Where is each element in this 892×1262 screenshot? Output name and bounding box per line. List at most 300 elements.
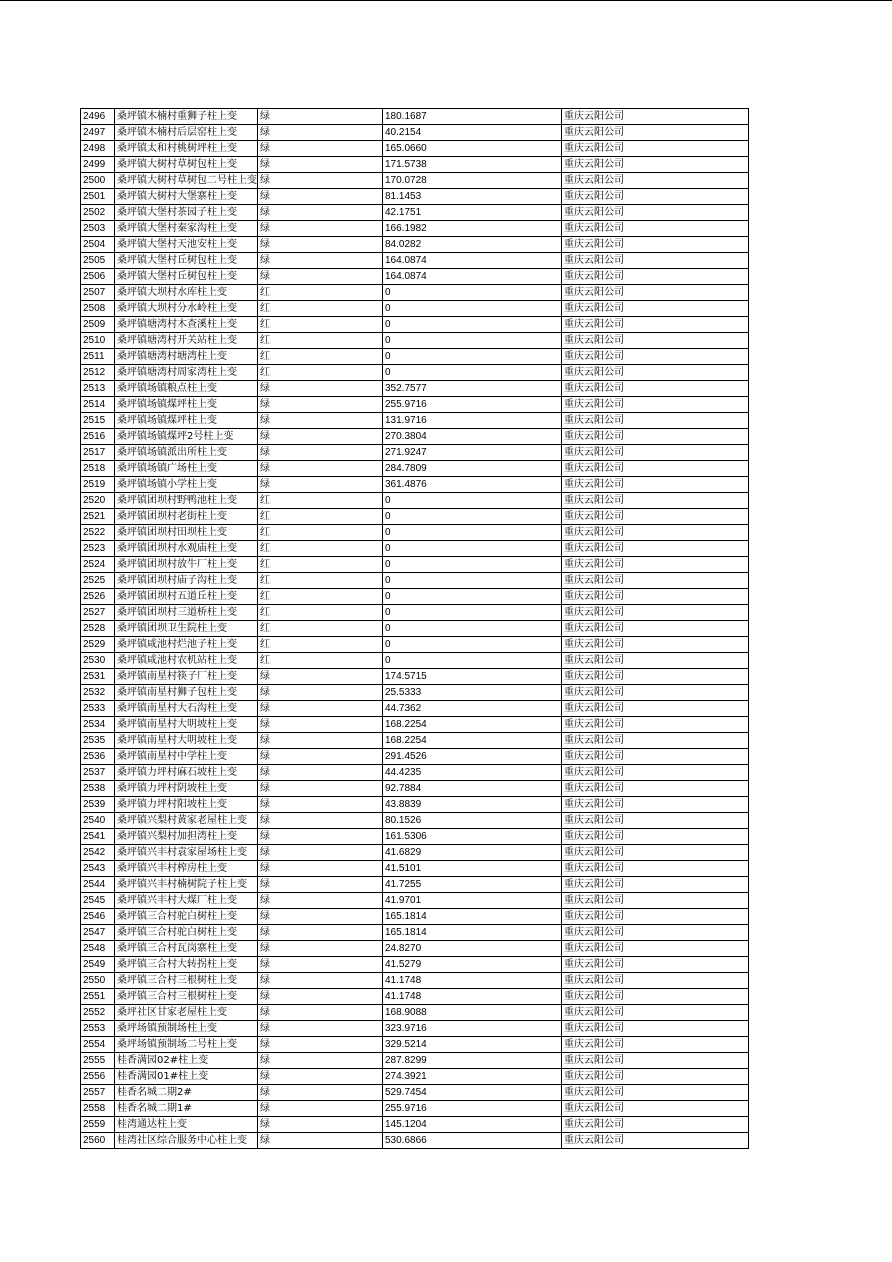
name-cell: 桑坪镇团坝村水观庙柱上变: [115, 541, 258, 557]
name-cell: 桑坪镇场镇派出所柱上变: [115, 445, 258, 461]
table-row: [81, 957, 749, 973]
value-cell: 0: [383, 365, 562, 381]
status-cell: 绿: [258, 941, 383, 957]
company-cell: 重庆云阳公司: [562, 765, 749, 781]
company-cell: 重庆云阳公司: [562, 381, 749, 397]
seq-cell: 2544: [81, 877, 115, 893]
status-cell: 绿: [258, 925, 383, 941]
name-cell: 桑坪镇场镇粮点柱上变: [115, 381, 258, 397]
company-cell: 重庆云阳公司: [562, 1117, 749, 1133]
seq-cell: 2503: [81, 221, 115, 237]
status-cell: 绿: [258, 269, 383, 285]
status-cell: 红: [258, 653, 383, 669]
table-row: [81, 701, 749, 717]
table-row: [81, 685, 749, 701]
seq-cell: 2499: [81, 157, 115, 173]
name-cell: 桑坪镇南星村中学柱上变: [115, 749, 258, 765]
name-cell: 桑坪镇三合村三根树柱上变: [115, 989, 258, 1005]
company-cell: 重庆云阳公司: [562, 141, 749, 157]
name-cell: 桑坪镇团坝村庙子沟柱上变: [115, 573, 258, 589]
seq-cell: 2547: [81, 925, 115, 941]
value-cell: 41.9701: [383, 893, 562, 909]
seq-cell: 2517: [81, 445, 115, 461]
seq-cell: 2537: [81, 765, 115, 781]
company-cell: 重庆云阳公司: [562, 749, 749, 765]
name-cell: 桑坪镇场镇煤坪柱上变: [115, 397, 258, 413]
table-row: [81, 893, 749, 909]
table-row: [81, 237, 749, 253]
seq-cell: 2532: [81, 685, 115, 701]
company-cell: 重庆云阳公司: [562, 1069, 749, 1085]
name-cell: 桂湾通达柱上变: [115, 1117, 258, 1133]
value-cell: 270.3804: [383, 429, 562, 445]
seq-cell: 2533: [81, 701, 115, 717]
value-cell: 180.1687: [383, 109, 562, 125]
company-cell: 重庆云阳公司: [562, 173, 749, 189]
company-cell: 重庆云阳公司: [562, 397, 749, 413]
status-cell: 绿: [258, 845, 383, 861]
table-row: [81, 813, 749, 829]
table-row: [81, 733, 749, 749]
status-cell: 绿: [258, 893, 383, 909]
status-cell: 绿: [258, 109, 383, 125]
name-cell: 桑坪镇三合村大转拐柱上变: [115, 957, 258, 973]
table-row: [81, 349, 749, 365]
value-cell: 42.1751: [383, 205, 562, 221]
status-cell: 绿: [258, 237, 383, 253]
name-cell: 桑坪镇团坝卫生院柱上变: [115, 621, 258, 637]
company-cell: 重庆云阳公司: [562, 653, 749, 669]
value-cell: 0: [383, 525, 562, 541]
table-row: [81, 765, 749, 781]
table-row: [81, 125, 749, 141]
value-cell: 0: [383, 349, 562, 365]
name-cell: 桂香名城二期2#: [115, 1085, 258, 1101]
status-cell: 绿: [258, 685, 383, 701]
seq-cell: 2560: [81, 1133, 115, 1149]
name-cell: 桂香名城二期1#: [115, 1101, 258, 1117]
seq-cell: 2538: [81, 781, 115, 797]
company-cell: 重庆云阳公司: [562, 461, 749, 477]
value-cell: 165.0660: [383, 141, 562, 157]
name-cell: 桑坪镇咸池村农机站柱上变: [115, 653, 258, 669]
status-cell: 绿: [258, 669, 383, 685]
status-cell: 绿: [258, 221, 383, 237]
table-row: [81, 221, 749, 237]
value-cell: 170.0728: [383, 173, 562, 189]
name-cell: 桑坪镇南星村大明坡柱上变: [115, 717, 258, 733]
value-cell: 361.4876: [383, 477, 562, 493]
company-cell: 重庆云阳公司: [562, 541, 749, 557]
table-row: [81, 621, 749, 637]
name-cell: 桑坪镇南星村狮子包柱上变: [115, 685, 258, 701]
company-cell: 重庆云阳公司: [562, 317, 749, 333]
name-cell: 桑坪镇大坝村水库柱上变: [115, 285, 258, 301]
name-cell: 桑坪镇场镇广场柱上变: [115, 461, 258, 477]
value-cell: 41.5101: [383, 861, 562, 877]
name-cell: 桂香满园01#柱上变: [115, 1069, 258, 1085]
value-cell: 174.5715: [383, 669, 562, 685]
company-cell: 重庆云阳公司: [562, 925, 749, 941]
data-table: [80, 108, 749, 1149]
seq-cell: 2525: [81, 573, 115, 589]
status-cell: 绿: [258, 429, 383, 445]
name-cell: 桑坪镇团坝村野鸭池柱上变: [115, 493, 258, 509]
company-cell: 重庆云阳公司: [562, 189, 749, 205]
value-cell: 0: [383, 541, 562, 557]
status-cell: 红: [258, 301, 383, 317]
status-cell: 绿: [258, 765, 383, 781]
name-cell: 桑坪场镇预制场二号柱上变: [115, 1037, 258, 1053]
table-row: [81, 973, 749, 989]
name-cell: 桑坪镇塘湾村开关站柱上变: [115, 333, 258, 349]
seq-cell: 2554: [81, 1037, 115, 1053]
company-cell: 重庆云阳公司: [562, 957, 749, 973]
name-cell: 桑坪镇兴丰村榨房柱上变: [115, 861, 258, 877]
status-cell: 红: [258, 349, 383, 365]
table-row: [81, 493, 749, 509]
table-row: [81, 1005, 749, 1021]
value-cell: 145.1204: [383, 1117, 562, 1133]
company-cell: 重庆云阳公司: [562, 1021, 749, 1037]
value-cell: 271.9247: [383, 445, 562, 461]
seq-cell: 2520: [81, 493, 115, 509]
value-cell: 25.5333: [383, 685, 562, 701]
status-cell: 绿: [258, 157, 383, 173]
name-cell: 桑坪镇南星村大石沟柱上变: [115, 701, 258, 717]
table-row: [81, 301, 749, 317]
name-cell: 桑坪镇南星村大明坡柱上变: [115, 733, 258, 749]
status-cell: 红: [258, 365, 383, 381]
company-cell: 重庆云阳公司: [562, 477, 749, 493]
name-cell: 桑坪镇南星村筷子厂柱上变: [115, 669, 258, 685]
seq-cell: 2510: [81, 333, 115, 349]
status-cell: 绿: [258, 381, 383, 397]
name-cell: 桑坪镇团坝村老街柱上变: [115, 509, 258, 525]
seq-cell: 2553: [81, 1021, 115, 1037]
company-cell: 重庆云阳公司: [562, 1053, 749, 1069]
company-cell: 重庆云阳公司: [562, 845, 749, 861]
name-cell: 桑坪镇木楠村后层窑柱上变: [115, 125, 258, 141]
name-cell: 桑坪镇三合村三根树柱上变: [115, 973, 258, 989]
company-cell: 重庆云阳公司: [562, 413, 749, 429]
seq-cell: 2504: [81, 237, 115, 253]
table-row: [81, 429, 749, 445]
status-cell: 绿: [258, 445, 383, 461]
seq-cell: 2541: [81, 829, 115, 845]
status-cell: 红: [258, 493, 383, 509]
name-cell: 桑坪镇团坝村田坝柱上变: [115, 525, 258, 541]
status-cell: 红: [258, 333, 383, 349]
name-cell: 桑坪镇场镇小学柱上变: [115, 477, 258, 493]
value-cell: 0: [383, 653, 562, 669]
company-cell: 重庆云阳公司: [562, 605, 749, 621]
value-cell: 41.6829: [383, 845, 562, 861]
value-cell: 164.0874: [383, 269, 562, 285]
value-cell: 84.0282: [383, 237, 562, 253]
name-cell: 桑坪镇三合村驼白树柱上变: [115, 925, 258, 941]
table-row: [81, 669, 749, 685]
company-cell: 重庆云阳公司: [562, 493, 749, 509]
seq-cell: 2556: [81, 1069, 115, 1085]
status-cell: 绿: [258, 957, 383, 973]
seq-cell: 2496: [81, 109, 115, 125]
status-cell: 绿: [258, 797, 383, 813]
company-cell: 重庆云阳公司: [562, 973, 749, 989]
value-cell: 323.9716: [383, 1021, 562, 1037]
name-cell: 桑坪镇木楠村重狮子柱上变: [115, 109, 258, 125]
name-cell: 桑坪镇大树村草树包柱上变: [115, 157, 258, 173]
status-cell: 红: [258, 573, 383, 589]
status-cell: 绿: [258, 717, 383, 733]
status-cell: 红: [258, 541, 383, 557]
company-cell: 重庆云阳公司: [562, 941, 749, 957]
table-row: [81, 253, 749, 269]
status-cell: 绿: [258, 1021, 383, 1037]
table-row: [81, 173, 749, 189]
status-cell: 绿: [258, 461, 383, 477]
status-cell: 绿: [258, 413, 383, 429]
company-cell: 重庆云阳公司: [562, 125, 749, 141]
table-row: [81, 1021, 749, 1037]
company-cell: 重庆云阳公司: [562, 349, 749, 365]
table-row: [81, 941, 749, 957]
seq-cell: 2505: [81, 253, 115, 269]
seq-cell: 2516: [81, 429, 115, 445]
company-cell: 重庆云阳公司: [562, 637, 749, 653]
value-cell: 171.5738: [383, 157, 562, 173]
status-cell: 绿: [258, 189, 383, 205]
value-cell: 40.2154: [383, 125, 562, 141]
seq-cell: 2497: [81, 125, 115, 141]
seq-cell: 2552: [81, 1005, 115, 1021]
company-cell: 重庆云阳公司: [562, 685, 749, 701]
name-cell: 桑坪镇场镇煤坪柱上变: [115, 413, 258, 429]
value-cell: 24.8270: [383, 941, 562, 957]
status-cell: 红: [258, 285, 383, 301]
table-row: [81, 909, 749, 925]
value-cell: 0: [383, 557, 562, 573]
seq-cell: 2507: [81, 285, 115, 301]
status-cell: 绿: [258, 1085, 383, 1101]
value-cell: 41.5279: [383, 957, 562, 973]
seq-cell: 2534: [81, 717, 115, 733]
table-row: [81, 781, 749, 797]
seq-cell: 2558: [81, 1101, 115, 1117]
value-cell: 287.8299: [383, 1053, 562, 1069]
status-cell: 绿: [258, 141, 383, 157]
status-cell: 绿: [258, 877, 383, 893]
seq-cell: 2524: [81, 557, 115, 573]
status-cell: 绿: [258, 973, 383, 989]
seq-cell: 2531: [81, 669, 115, 685]
seq-cell: 2545: [81, 893, 115, 909]
company-cell: 重庆云阳公司: [562, 701, 749, 717]
name-cell: 桑坪镇团坝村放牛厂柱上变: [115, 557, 258, 573]
status-cell: 绿: [258, 861, 383, 877]
table-row: [81, 1133, 749, 1149]
status-cell: 绿: [258, 205, 383, 221]
status-cell: 红: [258, 557, 383, 573]
seq-cell: 2508: [81, 301, 115, 317]
company-cell: 重庆云阳公司: [562, 877, 749, 893]
status-cell: 绿: [258, 733, 383, 749]
company-cell: 重庆云阳公司: [562, 1005, 749, 1021]
company-cell: 重庆云阳公司: [562, 797, 749, 813]
seq-cell: 2536: [81, 749, 115, 765]
seq-cell: 2500: [81, 173, 115, 189]
name-cell: 桑坪镇兴梨村加担湾柱上变: [115, 829, 258, 845]
name-cell: 桑坪镇大树村大堡寨柱上变: [115, 189, 258, 205]
company-cell: 重庆云阳公司: [562, 573, 749, 589]
table-body: [81, 109, 749, 1149]
name-cell: 桂湾社区综合服务中心柱上变: [115, 1133, 258, 1149]
value-cell: 168.2254: [383, 733, 562, 749]
company-cell: 重庆云阳公司: [562, 1085, 749, 1101]
seq-cell: 2519: [81, 477, 115, 493]
table-row: [81, 605, 749, 621]
seq-cell: 2539: [81, 797, 115, 813]
table-row: [81, 1085, 749, 1101]
seq-cell: 2523: [81, 541, 115, 557]
seq-cell: 2502: [81, 205, 115, 221]
name-cell: 桑坪镇塘湾村周家湾柱上变: [115, 365, 258, 381]
company-cell: 重庆云阳公司: [562, 589, 749, 605]
table-row: [81, 861, 749, 877]
company-cell: 重庆云阳公司: [562, 253, 749, 269]
company-cell: 重庆云阳公司: [562, 1101, 749, 1117]
status-cell: 绿: [258, 749, 383, 765]
seq-cell: 2509: [81, 317, 115, 333]
company-cell: 重庆云阳公司: [562, 509, 749, 525]
value-cell: 165.1814: [383, 925, 562, 941]
status-cell: 绿: [258, 1069, 383, 1085]
seq-cell: 2522: [81, 525, 115, 541]
name-cell: 桑坪镇兴丰村大煤厂柱上变: [115, 893, 258, 909]
value-cell: 131.9716: [383, 413, 562, 429]
name-cell: 桑坪镇塘湾村木查溪柱上变: [115, 317, 258, 333]
table-row: [81, 381, 749, 397]
company-cell: 重庆云阳公司: [562, 909, 749, 925]
status-cell: 绿: [258, 909, 383, 925]
value-cell: 352.7577: [383, 381, 562, 397]
seq-cell: 2527: [81, 605, 115, 621]
seq-cell: 2529: [81, 637, 115, 653]
value-cell: 530.6866: [383, 1133, 562, 1149]
company-cell: 重庆云阳公司: [562, 205, 749, 221]
name-cell: 桑坪镇团坝村三道桥柱上变: [115, 605, 258, 621]
status-cell: 绿: [258, 477, 383, 493]
table-row: [81, 797, 749, 813]
status-cell: 红: [258, 621, 383, 637]
name-cell: 桑坪镇兴丰村楠树院子柱上变: [115, 877, 258, 893]
table-row: [81, 365, 749, 381]
value-cell: 0: [383, 621, 562, 637]
table-row: [81, 189, 749, 205]
company-cell: 重庆云阳公司: [562, 365, 749, 381]
seq-cell: 2530: [81, 653, 115, 669]
name-cell: 桑坪镇兴梨村黄家老屋柱上变: [115, 813, 258, 829]
value-cell: 0: [383, 589, 562, 605]
seq-cell: 2515: [81, 413, 115, 429]
company-cell: 重庆云阳公司: [562, 109, 749, 125]
table-row: [81, 541, 749, 557]
table-row: [81, 1101, 749, 1117]
company-cell: 重庆云阳公司: [562, 1133, 749, 1149]
company-cell: 重庆云阳公司: [562, 669, 749, 685]
seq-cell: 2521: [81, 509, 115, 525]
name-cell: 桑坪镇大坝村分水岭柱上变: [115, 301, 258, 317]
value-cell: 255.9716: [383, 397, 562, 413]
status-cell: 绿: [258, 829, 383, 845]
seq-cell: 2506: [81, 269, 115, 285]
seq-cell: 2557: [81, 1085, 115, 1101]
seq-cell: 2550: [81, 973, 115, 989]
table-row: [81, 717, 749, 733]
table-row: [81, 877, 749, 893]
status-cell: 绿: [258, 253, 383, 269]
status-cell: 绿: [258, 989, 383, 1005]
value-cell: 529.7454: [383, 1085, 562, 1101]
seq-cell: 2559: [81, 1117, 115, 1133]
seq-cell: 2555: [81, 1053, 115, 1069]
company-cell: 重庆云阳公司: [562, 301, 749, 317]
company-cell: 重庆云阳公司: [562, 525, 749, 541]
seq-cell: 2498: [81, 141, 115, 157]
name-cell: 桑坪镇团坝村五道丘柱上变: [115, 589, 258, 605]
name-cell: 桑坪镇力坪村麻石坡柱上变: [115, 765, 258, 781]
status-cell: 绿: [258, 125, 383, 141]
name-cell: 桑坪镇塘湾村塘湾柱上变: [115, 349, 258, 365]
seq-cell: 2549: [81, 957, 115, 973]
value-cell: 0: [383, 509, 562, 525]
seq-cell: 2501: [81, 189, 115, 205]
seq-cell: 2543: [81, 861, 115, 877]
table-row: [81, 509, 749, 525]
name-cell: 桑坪镇三合村驼白树柱上变: [115, 909, 258, 925]
name-cell: 桑坪镇太和村桃树坪柱上变: [115, 141, 258, 157]
company-cell: 重庆云阳公司: [562, 717, 749, 733]
table-row: [81, 557, 749, 573]
status-cell: 绿: [258, 1117, 383, 1133]
name-cell: 桑坪镇三合村瓦岗寨柱上变: [115, 941, 258, 957]
status-cell: 绿: [258, 1133, 383, 1149]
table-row: [81, 157, 749, 173]
table-row: [81, 829, 749, 845]
status-cell: 绿: [258, 781, 383, 797]
seq-cell: 2542: [81, 845, 115, 861]
value-cell: 44.7362: [383, 701, 562, 717]
value-cell: 166.1982: [383, 221, 562, 237]
seq-cell: 2526: [81, 589, 115, 605]
value-cell: 0: [383, 301, 562, 317]
seq-cell: 2528: [81, 621, 115, 637]
name-cell: 桂香满园02#柱上变: [115, 1053, 258, 1069]
table-row: [81, 317, 749, 333]
status-cell: 绿: [258, 1053, 383, 1069]
value-cell: 41.1748: [383, 989, 562, 1005]
table-row: [81, 109, 749, 125]
table-row: [81, 749, 749, 765]
company-cell: 重庆云阳公司: [562, 285, 749, 301]
name-cell: 桑坪镇大堡村天池安柱上变: [115, 237, 258, 253]
value-cell: 41.7255: [383, 877, 562, 893]
table-row: [81, 989, 749, 1005]
seq-cell: 2512: [81, 365, 115, 381]
name-cell: 桑坪镇大堡村秦家沟柱上变: [115, 221, 258, 237]
company-cell: 重庆云阳公司: [562, 237, 749, 253]
name-cell: 桑坪镇大树村草树包二号柱上变: [115, 173, 258, 189]
